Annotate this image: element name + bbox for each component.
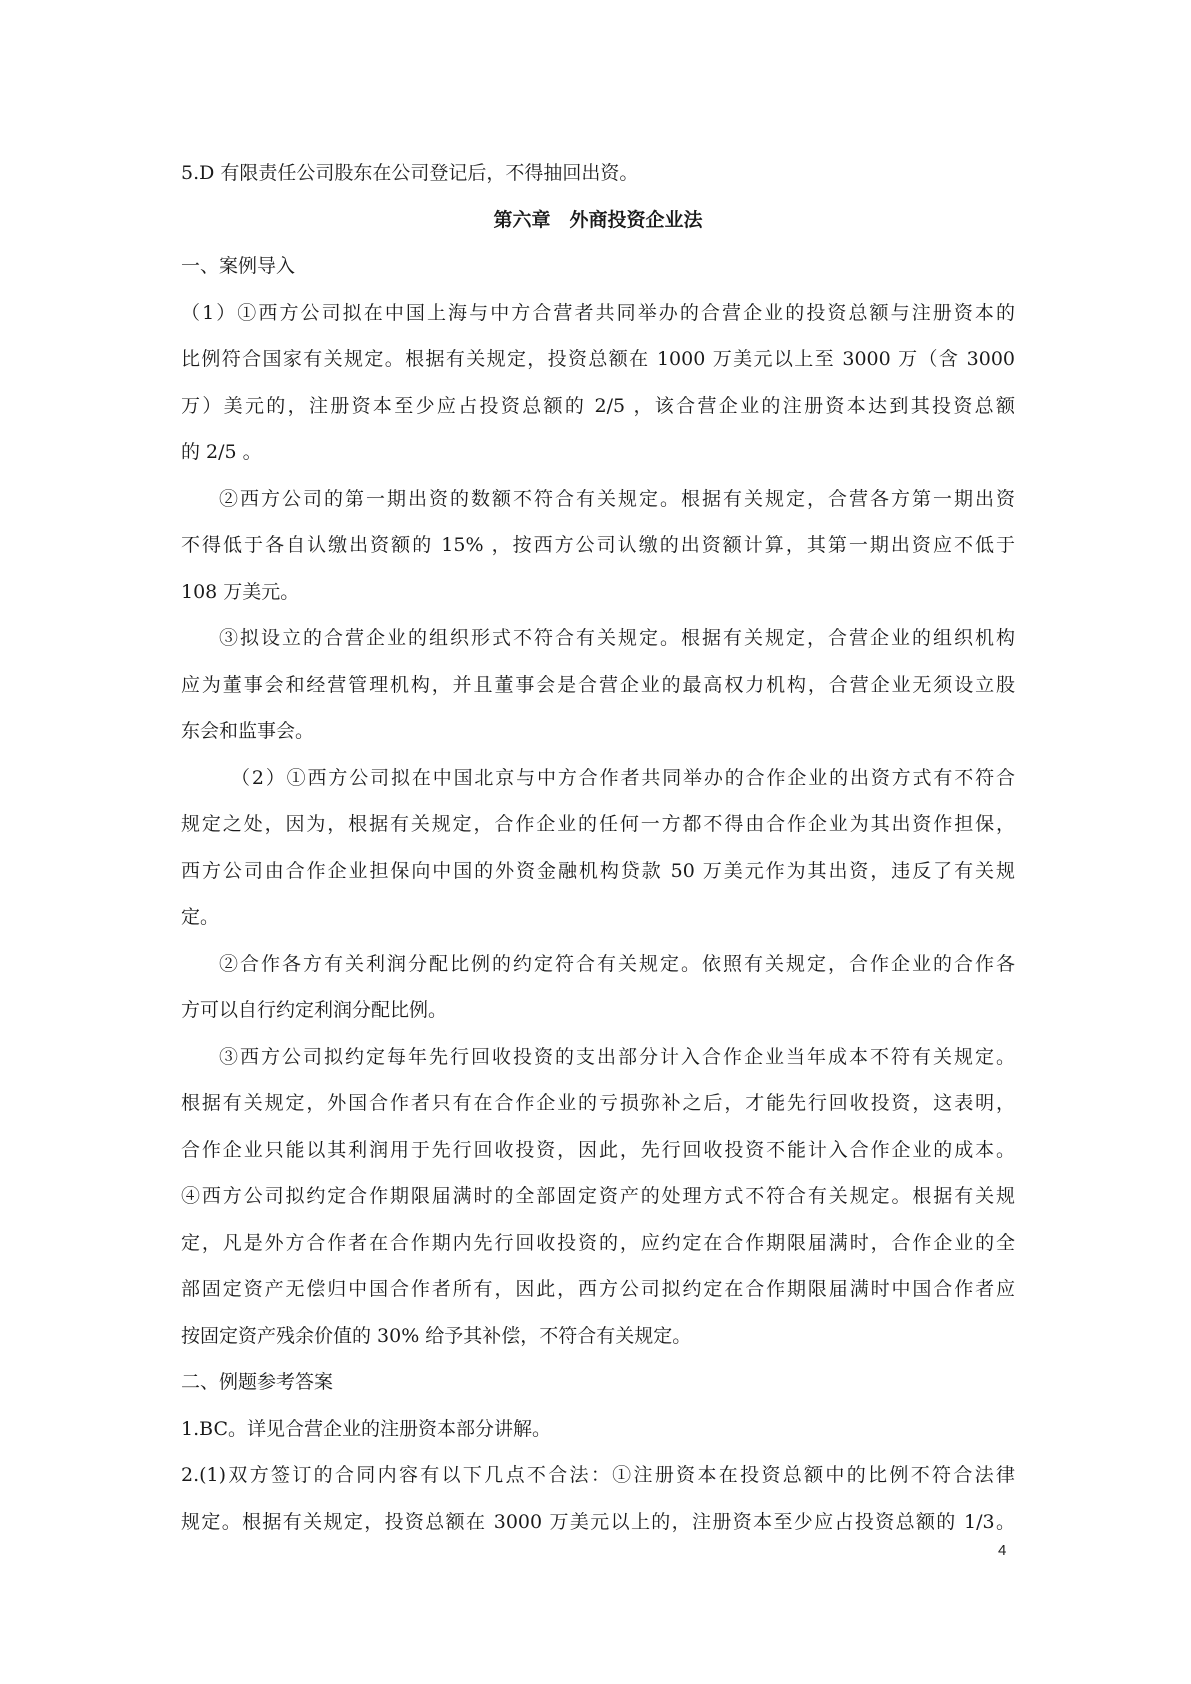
- text-line: 二、例题参考答案: [181, 1371, 334, 1393]
- text-line: 东会和监事会。: [181, 720, 315, 742]
- text-line: ②西方公司的第一期出资的数额不符合有关规定。根据有关规定，合营各方第一期出资: [219, 487, 1015, 510]
- text-line: ④西方公司拟约定合作期限届满时的全部固定资产的处理方式不符合有关规定。根据有关规: [181, 1185, 1015, 1207]
- text-line: 1.BC。详见合营企业的注册资本部分讲解。: [181, 1417, 551, 1440]
- chapter-title: 第六章 外商投资企业法: [493, 208, 703, 231]
- text-line: 部固定资产无偿归中国合作者所有，因此，西方公司拟约定在合作期限届满时中国合作者应: [181, 1278, 1015, 1300]
- text-line: （2）①西方公司拟在中国北京与中方合作者共同举办的合作企业的出资方式有不符合: [231, 766, 1015, 789]
- document-body: [181, 150, 1015, 1545]
- page-number: 4: [998, 1542, 1007, 1559]
- text-line: 应为董事会和经营管理机构，并且董事会是合营企业的最高权力机构，合营企业无须设立股: [181, 673, 1015, 696]
- text-line: 比例符合国家有关规定。根据有关规定，投资总额在 1000 万美元以上至 3000 万（含 3000: [181, 348, 1015, 370]
- text-line: 5.D 有限责任公司股东在公司登记后，不得抽回出资。: [181, 162, 639, 184]
- text-line: 按固定资产残余价值的 30% 给予其补偿，不符合有关规定。: [181, 1324, 692, 1347]
- text-line: 西方公司由合作企业担保向中国的外资金融机构贷款 50 万美元作为其出资，违反了有关规: [181, 859, 1015, 882]
- text-line: 108 万美元。: [181, 580, 300, 603]
- text-line: 定。: [181, 906, 220, 928]
- text-line: 合作企业只能以其利润用于先行回收投资，因此，先行回收投资不能计入合作企业的成本。: [181, 1138, 1015, 1161]
- text-line: 不得低于各自认缴出资额的 15% ，按西方公司认缴的出资额计算，其第一期出资应不低于: [181, 534, 1015, 556]
- text-line: 2.(1)双方签订的合同内容有以下几点不合法：①注册资本在投资总额中的比例不符合法律: [181, 1464, 1015, 1486]
- text-line: 规定之处，因为，根据有关规定，合作企业的任何一方都不得由合作企业为其出资作担保，: [181, 813, 1015, 835]
- text-line: 根据有关规定，外国合作者只有在合作企业的亏损弥补之后，才能先行回收投资，这表明，: [181, 1092, 1015, 1114]
- text-line: ③西方公司拟约定每年先行回收投资的支出部分计入合作企业当年成本不符有关规定。: [219, 1045, 1015, 1068]
- text-line: 方可以自行约定利润分配比例。: [181, 999, 448, 1021]
- text-line: 的 2/5 。: [181, 441, 262, 463]
- text-line: 万）美元的，注册资本至少应占投资总额的 2/5 ，该合营企业的注册资本达到其投资总额: [181, 394, 1015, 417]
- text-line: 规定。根据有关规定，投资总额在 3000 万美元以上的，注册资本至少应占投资总额的 1/3。: [181, 1510, 1015, 1533]
- text-line: （1）①西方公司拟在中国上海与中方合营者共同举办的合营企业的投资总额与注册资本的: [181, 301, 1015, 324]
- text-line: 定，凡是外方合作者在合作期内先行回收投资的，应约定在合作期限届满时，合作企业的全: [181, 1231, 1015, 1254]
- text-line: ③拟设立的合营企业的组织形式不符合有关规定。根据有关规定，合营企业的组织机构: [219, 627, 1015, 649]
- text-line: 一、案例导入: [181, 255, 296, 277]
- text-line: ②合作各方有关利润分配比例的约定符合有关规定。依照有关规定，合作企业的合作各: [219, 952, 1015, 975]
